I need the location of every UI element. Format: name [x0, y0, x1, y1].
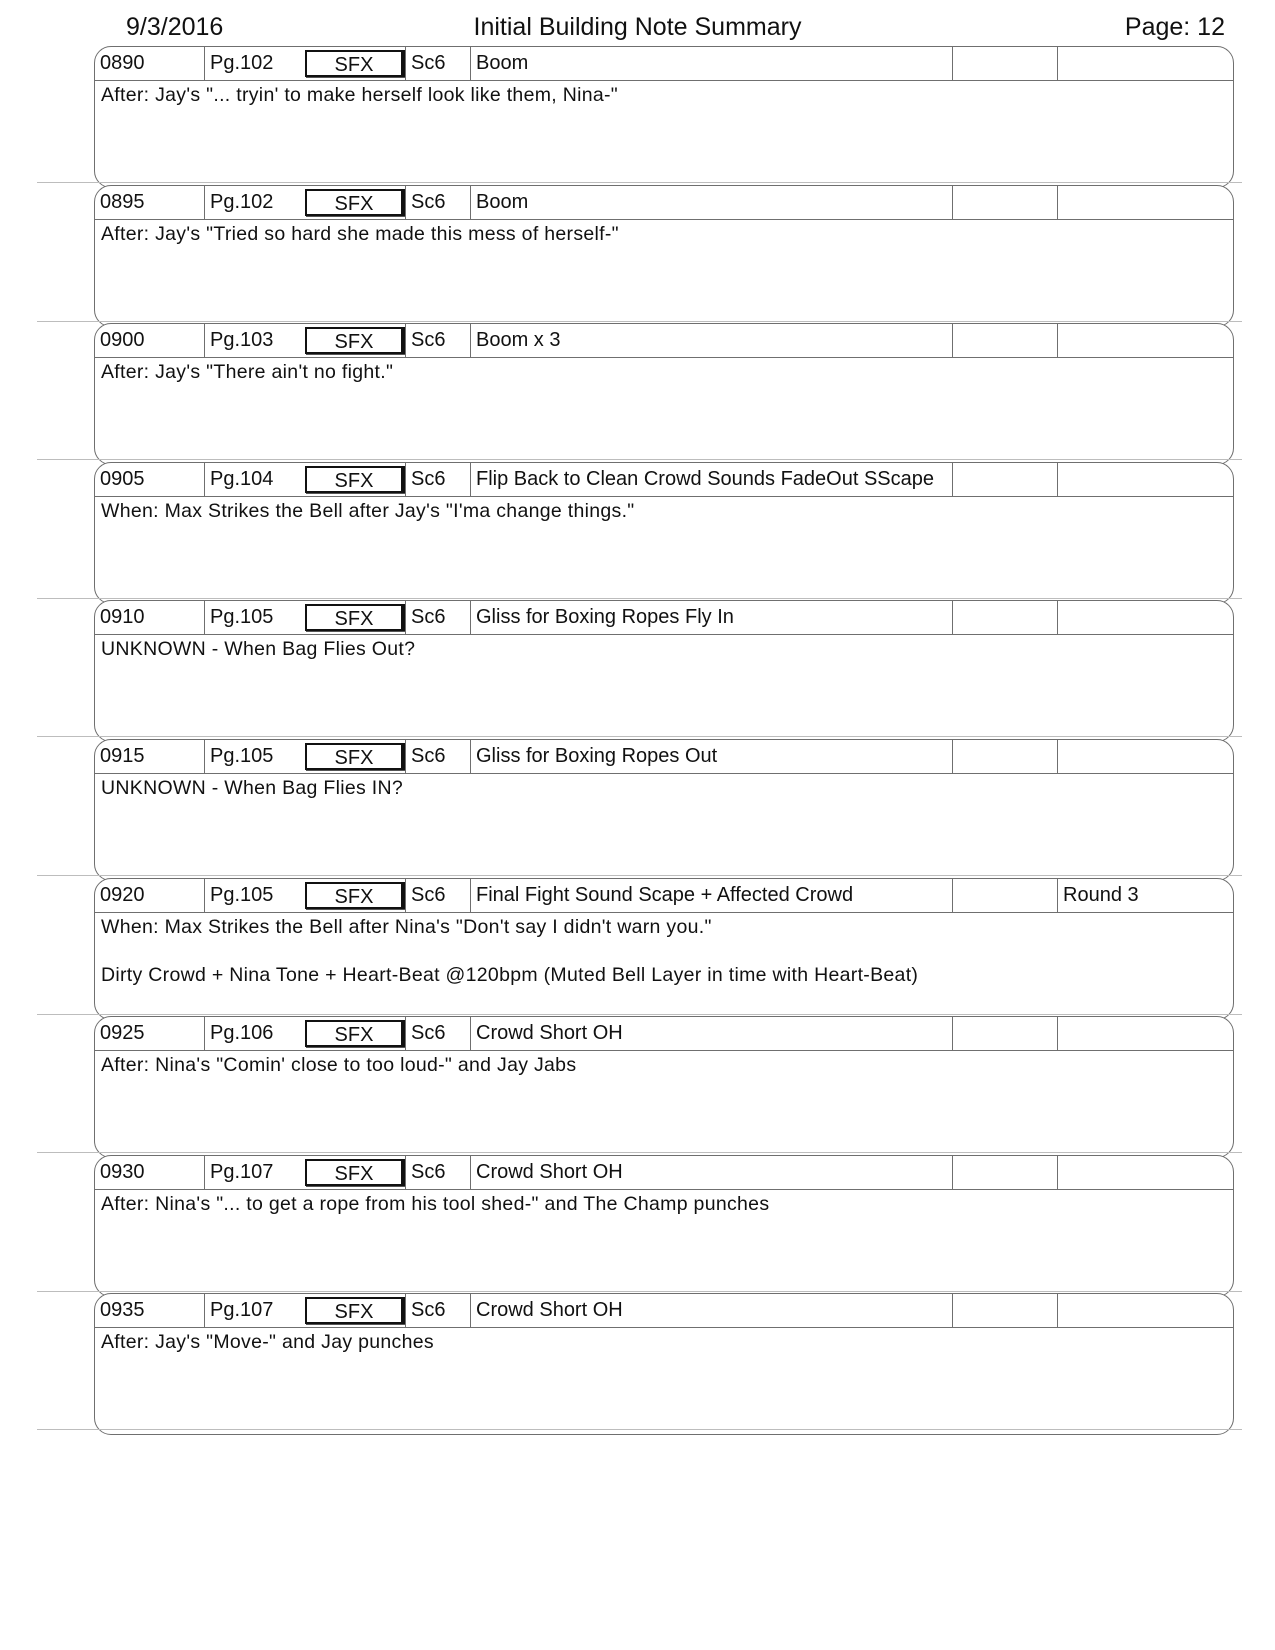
cue-card	[94, 878, 1234, 1020]
cue-extra-field-1	[952, 1017, 1057, 1050]
cue-type-badge: SFX	[305, 1159, 405, 1186]
cue-description: Boom	[470, 47, 952, 80]
cue-separator	[37, 182, 1242, 183]
cue-card	[94, 600, 1234, 742]
cue-page-ref: Pg.107	[204, 1156, 298, 1189]
cue-page-ref: Pg.103	[204, 324, 298, 357]
cue-page-ref: Pg.104	[204, 463, 298, 496]
cue-extra-field-1	[952, 879, 1057, 912]
cue-description: Gliss for Boxing Ropes Fly In	[470, 601, 952, 634]
cue-header-row	[95, 324, 1233, 358]
cue-card	[94, 739, 1234, 881]
cue-type-badge: SFX	[305, 1297, 405, 1324]
cue-extra-field-2	[1057, 1156, 1233, 1189]
cue-number: 0900	[100, 329, 145, 351]
cue-extra-field-2	[1057, 601, 1233, 634]
page-number: Page: 12	[1124, 13, 1225, 41]
cue-note: After: Jay's "Tried so hard she made this mess of herself-"	[101, 223, 619, 245]
cue-scene: Sc6	[405, 1156, 470, 1189]
cue-scene: Sc6	[405, 740, 470, 773]
cue-card	[94, 1155, 1234, 1297]
cue-separator	[37, 736, 1242, 737]
cue-header-row	[95, 601, 1233, 635]
cue-type-badge: SFX	[305, 327, 405, 354]
cue-description: Final Fight Sound Scape + Affected Crowd	[470, 879, 952, 912]
cue-number: 0915	[100, 745, 145, 767]
cue-extra-field-1	[952, 47, 1057, 80]
cue-description: Boom	[470, 186, 952, 219]
report-date: 9/3/2016	[126, 13, 224, 41]
cue-scene: Sc6	[405, 463, 470, 496]
cue-note: UNKNOWN - When Bag Flies Out?	[101, 638, 416, 660]
cue-type-badge: SFX	[305, 882, 405, 909]
cue-number: 0895	[100, 191, 145, 213]
cue-card	[94, 1293, 1234, 1435]
cue-note: After: Jay's "There ain't no fight."	[101, 361, 394, 383]
cue-card	[94, 46, 1234, 188]
cue-number: 0930	[100, 1161, 145, 1183]
cue-type-badge: SFX	[305, 189, 405, 216]
cue-number: 0925	[100, 1022, 145, 1044]
cue-card	[94, 462, 1234, 604]
cue-description: Flip Back to Clean Crowd Sounds FadeOut SScape	[470, 463, 952, 496]
cue-extra-field-1	[952, 463, 1057, 496]
cue-separator	[37, 875, 1242, 876]
cue-description: Crowd Short OH	[470, 1017, 952, 1050]
cue-separator	[37, 598, 1242, 599]
cue-extra-field-1	[952, 324, 1057, 357]
cue-scene: Sc6	[405, 601, 470, 634]
cue-page-ref: Pg.105	[204, 879, 298, 912]
cue-extra-field-1	[952, 1294, 1057, 1327]
cue-header-row	[95, 186, 1233, 220]
cue-extra-field-1	[952, 601, 1057, 634]
cue-description: Boom x 3	[470, 324, 952, 357]
cue-number: 0905	[100, 468, 145, 490]
cue-separator	[37, 1429, 1242, 1430]
cue-header-row	[95, 1294, 1233, 1328]
cue-type-badge: SFX	[305, 50, 405, 77]
cue-header-row	[95, 740, 1233, 774]
cue-extra-field-2: Round 3	[1057, 879, 1233, 912]
cue-number: 0910	[100, 606, 145, 628]
cue-scene: Sc6	[405, 47, 470, 80]
cue-separator	[37, 459, 1242, 460]
cue-type-badge: SFX	[305, 1020, 405, 1047]
cue-card	[94, 1016, 1234, 1158]
cue-extra-field-2	[1057, 47, 1233, 80]
cue-header-row	[95, 47, 1233, 81]
cue-extra-field-2	[1057, 1294, 1233, 1327]
cue-note: After: Jay's "Move-" and Jay punches	[101, 1331, 434, 1353]
cue-header-row	[95, 463, 1233, 497]
cue-number: 0920	[100, 884, 145, 906]
cue-extra-field-2	[1057, 740, 1233, 773]
cue-extra-field-2	[1057, 324, 1233, 357]
cue-scene: Sc6	[405, 186, 470, 219]
cue-extra-field-1	[952, 740, 1057, 773]
cue-page-ref: Pg.102	[204, 186, 298, 219]
cue-page-ref: Pg.105	[204, 601, 298, 634]
cue-card	[94, 323, 1234, 465]
cue-scene: Sc6	[405, 324, 470, 357]
cue-note: After: Jay's "... tryin' to make herself look like them, Nina-"	[101, 84, 619, 106]
cue-extra-field-2	[1057, 1017, 1233, 1050]
cue-page-ref: Pg.107	[204, 1294, 298, 1327]
page-header	[0, 0, 1275, 46]
cue-page-ref: Pg.105	[204, 740, 298, 773]
cue-header-row	[95, 879, 1233, 913]
cue-description: Crowd Short OH	[470, 1156, 952, 1189]
cue-separator	[37, 1291, 1242, 1292]
cue-page-ref: Pg.106	[204, 1017, 298, 1050]
cue-header-row	[95, 1156, 1233, 1190]
cue-scene: Sc6	[405, 1294, 470, 1327]
cue-extra-field-1	[952, 1156, 1057, 1189]
cue-description: Crowd Short OH	[470, 1294, 952, 1327]
cue-extra-field-1	[952, 186, 1057, 219]
cue-type-badge: SFX	[305, 743, 405, 770]
cue-note: After: Nina's "... to get a rope from his tool shed-" and The Champ punches	[101, 1193, 770, 1215]
cue-separator	[37, 321, 1242, 322]
cue-page-ref: Pg.102	[204, 47, 298, 80]
cue-type-badge: SFX	[305, 466, 405, 493]
report-title: Initial Building Note Summary	[473, 13, 802, 41]
cue-separator	[37, 1152, 1242, 1153]
cue-separator	[37, 1014, 1242, 1015]
cue-scene: Sc6	[405, 879, 470, 912]
cue-header-row	[95, 1017, 1233, 1051]
cue-note: When: Max Strikes the Bell after Nina's "Don't say I didn't warn you." Dirty Crowd + Nina Tone + Heart-Beat @120bpm (Muted Bell Layer in time with Heart-Beat)	[101, 916, 919, 986]
cue-number: 0935	[100, 1299, 145, 1321]
cue-extra-field-2	[1057, 463, 1233, 496]
cue-card	[94, 185, 1234, 327]
cue-note: UNKNOWN - When Bag Flies IN?	[101, 777, 404, 799]
cue-extra-field-2	[1057, 186, 1233, 219]
cue-scene: Sc6	[405, 1017, 470, 1050]
cue-description: Gliss for Boxing Ropes Out	[470, 740, 952, 773]
cue-note: After: Nina's "Comin' close to too loud-" and Jay Jabs	[101, 1054, 577, 1076]
cue-number: 0890	[100, 52, 145, 74]
cue-note: When: Max Strikes the Bell after Jay's "I'ma change things."	[101, 500, 635, 522]
cue-type-badge: SFX	[305, 604, 405, 631]
